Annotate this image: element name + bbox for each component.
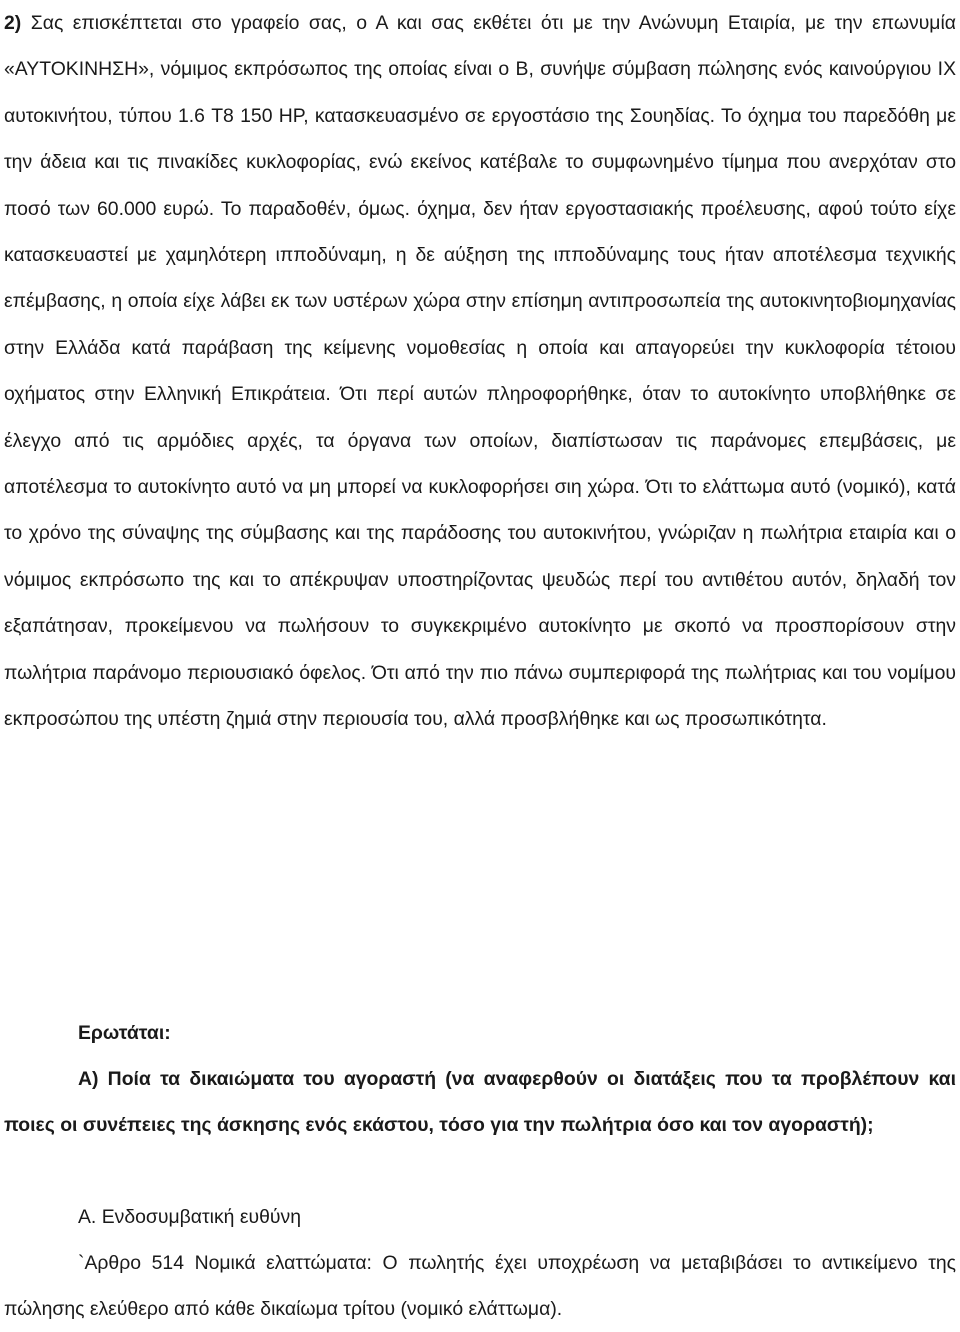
article-514-paragraph: `Αρθρο 514 Νομικά ελαττώματα: Ο πωλητής έχει υποχρέωση να μεταβιβάσει το αντικείμενο της πώλησης ελεύθερο από κάθε δικαίωμα τρίτου (νομικό ελάττωμα). bbox=[4, 1252, 956, 1320]
case-text: Σας επισκέπτεται στο γραφείο σας, ο Α και σας εκθέτει ότι με την Ανώνυμη Εταιρία, με την επωνυμία «ΑΥΤΟΚΙΝΗΣΗ», νόμιμος εκπρόσωπος της οποίας είναι ο Β, συνήψε σύμβαση πώλησης ενός καινούργιου ΙΧ αυτοκινήτου, τύπου 1.6 T8 150 HP, κατασκευασμένο σε εργοστάσιο της Σουηδίας. Το όχημα του παρεδόθη με την άδεια και τις πινακίδες κυκλοφορίας, ενώ εκείνος κατέβαλε το συμφωνημένο τίμημα που ανερχόταν στο ποσό των 60.000 ευρώ. Το παραδοθέν, όμως. όχημα, δεν ήταν εργοστασιακής προέλευσης, αφού τούτο είχε κατασκευαστεί με χαμηλότερη ιπποδύναμη, η δε αύξηση της ιπποδύναμης τους ήταν αποτέλεσμα τεχνικής επέμβασης, η οποία είχε λάβει εκ των υστέρων χώρα στην επίσημη αντιπροσωπεία της αυτοκινητοβιομηχανίας στην Ελλάδα κατά παράβαση της κείμενης νομοθεσίας η οποία και απαγορεύει την κυκλοφορία τέτοιου οχήματος στην Ελληνική Επικράτεια. Ότι περί αυτών πληροφορήθηκε, όταν το αυτοκίνητο υποβλήθηκε σε έλεγχο από τις αρμόδιες αρχές, τα όργανα των οποίων, διαπίστωσαν τις παράνομες επεμβάσεις, με αποτέλεσμα το αυτοκίνητο αυτό να μη μπορεί να κυκλοφορήσει σιη χώρα. Ότι το ελάττωμα αυτό (νομικό), κατά το χρόνο της σύναψης της σύμβασης και της παράδοσης του αυτοκινήτου, γνώριζαν η πωλήτρια εταιρία και ο νόμιμος εκπρόσωπο της και το απέκρυψαν υποστηρίζοντας ψευδώς περί του αντιθέτου αυτόν, δηλαδή τον εξαπάτησαν, προκείμενου να πωλήσουν το συγκεκριμένο αυτοκίνητο με σκοπό να προσπορίσουν στην πωλήτρια παράνομο περιουσιακό όφελος. Ότι από την πιο πάνω συμπεριφορά της πωλήτριας και του νομίμου εκπροσώπου της υπέστη ζημιά στην περιουσία του, αλλά προσβλήθηκε και ως προσωπικότητα. bbox=[4, 12, 956, 731]
questions-heading: Ερωτάται: bbox=[78, 1022, 171, 1044]
case-number: 2) bbox=[4, 12, 22, 34]
answer-heading: Α. Ενδοσυμβατική ευθύνη bbox=[78, 1206, 301, 1228]
document-page bbox=[4, 0, 956, 1320]
case-paragraph bbox=[4, 0, 956, 743]
question-a: Α) Ποία τα δικαιώματα του αγοραστή (να αναφερθούν οι διατάξεις που τα προβλέπουν και ποιες οι συνέπειες της άσκησης ενός εκάστου, τόσο για την πωλήτρια όσο και τον αγοραστή); bbox=[4, 1068, 956, 1136]
